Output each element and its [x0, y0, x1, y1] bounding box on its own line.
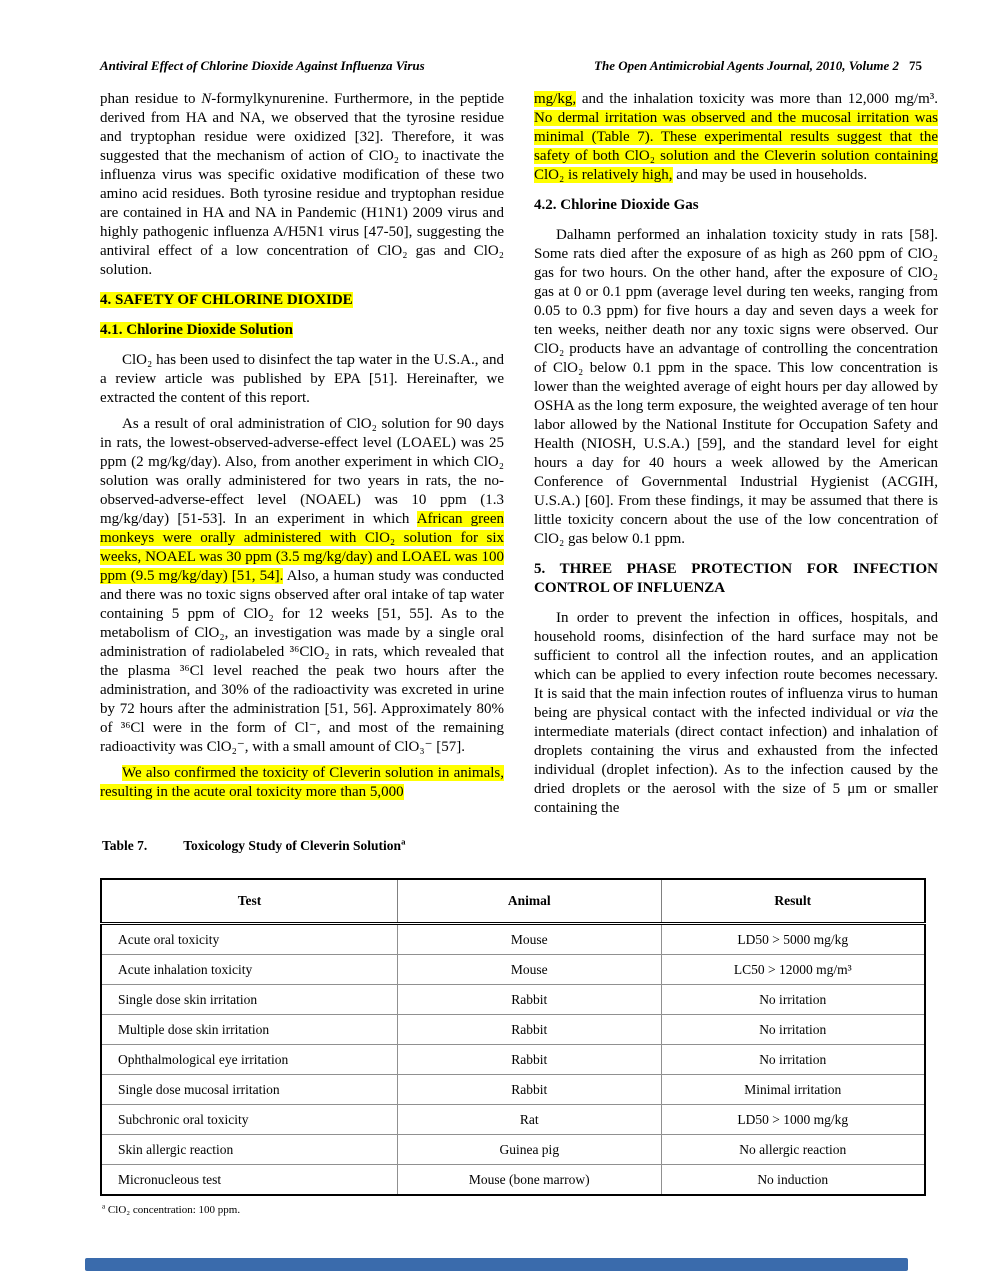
text-segment: 5. THREE PHASE PROTECTION FOR INFECTION CONTROL OF INFLUENZA [534, 561, 938, 596]
table-cell: Rabbit [398, 1045, 661, 1075]
table-caption [102, 838, 926, 854]
paragraph [100, 351, 504, 408]
section-heading [100, 321, 504, 340]
table-cell: Single dose skin irritation [101, 985, 398, 1015]
footnote-marker: a [102, 1202, 106, 1211]
table-cell: No irritation [661, 1015, 925, 1045]
right-column [534, 90, 938, 838]
highlighted-text: 4. SAFETY OF CHLORINE DIOXIDE [100, 292, 353, 308]
column-header: Result [661, 879, 925, 924]
column-header: Animal [398, 879, 661, 924]
text-segment: As a result of oral administration of ClO₂ solution for 90 days in rats, the lowest-observed-adverse-effect level (LOAEL) was 25 ppm (2 mg/kg/day). Also, from another experiment in which ClO₂ solution was orally administered for two years in rats, the no-observed-adverse-effect level (NOAEL) was 10 ppm (1.3 mg/kg/day) [51-53]. In an experiment in which [100, 416, 504, 527]
section-heading [100, 291, 504, 310]
table-cell: Multiple dose skin irritation [101, 1015, 398, 1045]
text-segment: and may be used in households. [672, 167, 868, 183]
table-cell: No irritation [661, 985, 925, 1015]
table-caption-footnote-marker: a [401, 836, 406, 847]
table-row [101, 1075, 925, 1105]
highlighted-text: No dermal irritation was observed and the mucosal irritation was minimal (Table 7). These experimental results suggest that the safety of both ClO₂ solution and the Cleverin solution containing ClO₂ is relatively high, [534, 110, 938, 183]
table-cell: Minimal irritation [661, 1075, 925, 1105]
table-row [101, 924, 925, 955]
text-segment: the intermediate materials (direct contact infection) and inhalation of droplets containing the virus and exhausted from the infected individual (droplet infection). As to the infection caused by the dried droplets or the aerosol with the size of 5 μm or smaller containing the [534, 705, 938, 816]
table-cell: LD50 > 5000 mg/kg [661, 924, 925, 955]
page-number: 75 [909, 58, 922, 73]
table-body [101, 924, 925, 1196]
table-cell: LC50 > 12000 mg/m³ [661, 955, 925, 985]
paragraph [100, 90, 504, 280]
table-cell: No induction [661, 1165, 925, 1196]
toxicology-table [100, 878, 926, 1196]
highlighted-text: African green monkeys were orally administered with ClO₂ solution for six weeks, NOAEL was 30 ppm (3.5 mg/kg/day) and LOAEL was 100 ppm (9.5 mg/kg/day) [51, 54]. [100, 511, 504, 584]
table-cell: Mouse (bone marrow) [398, 1165, 661, 1196]
table-caption-label: Table 7. [102, 838, 148, 853]
table-cell: Guinea pig [398, 1135, 661, 1165]
table-header-row [101, 879, 925, 924]
table-cell: Single dose mucosal irritation [101, 1075, 398, 1105]
text-segment: phan residue to [100, 91, 202, 107]
table-cell: Micronucleous test [101, 1165, 398, 1196]
table-cell: Acute inhalation toxicity [101, 955, 398, 985]
page-header [100, 58, 922, 74]
text-segment: and the inhalation toxicity was more than 12,000 mg/m³. [576, 91, 938, 107]
table-row [101, 1135, 925, 1165]
paragraph [534, 609, 938, 818]
highlighted-text: We also confirmed the toxicity of Cleverin solution in animals, resulting in the acute oral toxicity more than 5,000 [100, 765, 504, 800]
paragraph [100, 764, 504, 802]
text-segment: 4.2. Chlorine Dioxide Gas [534, 197, 699, 213]
section-heading [534, 196, 938, 215]
highlighted-text: 4.1. Chlorine Dioxide Solution [100, 322, 293, 338]
table-cell: Ophthalmological eye irritation [101, 1045, 398, 1075]
paragraph [534, 90, 938, 185]
table-row [101, 985, 925, 1015]
table-cell: LD50 > 1000 mg/kg [661, 1105, 925, 1135]
journal-title: The Open Antimicrobial Agents Journal, 2010, Volume 2 [594, 58, 899, 73]
column-header: Test [101, 879, 398, 924]
table-cell: Acute oral toxicity [101, 924, 398, 955]
text-segment: ClO₂ has been used to disinfect the tap water in the U.S.A., and a review article was published by EPA [51]. Hereinafter, we extracted the content of this report. [100, 352, 504, 406]
two-column-body [100, 90, 938, 838]
text-segment: Also, a human study was conducted and there was no toxic signs observed after oral intake of tap water containing 5 ppm of ClO₂ for 12 weeks [51, 55]. As to the metabolism of ClO₂, an investigation was made by a single oral administration of radiolabeled ³⁶ClO₂ in rats, which revealed that the plasma ³⁶Cl level reached the peak two hours after the administration, and 30% of the radioactivity was excreted in urine by 72 hours after the administration [51, 56]. Approximately 80% of ³⁶Cl were in the form of Cl⁻, and most of the remaining radioactivity was ClO₂⁻, with a small amount of ClO₃⁻ [57]. [100, 568, 505, 755]
footnote-text: ClO₂ concentration: 100 ppm. [105, 1204, 241, 1216]
table-footnote [102, 1204, 926, 1216]
text-segment: -formylkynurenine. Furthermore, in the peptide derived from HA and NA, we observed that the tyrosine residue and tryptophan residue were oxidized [32]. Therefore, it was suggested that the mechanism of action of ClO₂ to inactivate the influenza virus was specific oxidative modification of these two amino acid residues. Both tyrosine residue and tryptophan residue are contained in HA and NA in Pandemic (H1N1) 2009 virus and highly pathogenic influenza A/H5N1 virus [47-50], suggesting the antiviral effect of a low concentration of ClO₂ gas and ClO₂ solution. [100, 91, 504, 278]
table-cell: Rabbit [398, 985, 661, 1015]
table-row [101, 955, 925, 985]
paragraph [534, 226, 938, 549]
table-row [101, 1015, 925, 1045]
table-row [101, 1105, 925, 1135]
text-segment: N [201, 91, 212, 107]
left-column [100, 90, 504, 838]
table-cell: No irritation [661, 1045, 925, 1075]
table-cell: Rabbit [398, 1075, 661, 1105]
paragraph [100, 415, 504, 757]
table-cell: Rabbit [398, 1015, 661, 1045]
text-segment: via [895, 705, 915, 721]
table-cell: Mouse [398, 924, 661, 955]
text-segment: Dalhamn performed an inhalation toxicity study in rats [58]. Some rats died after the exposure of as high as 260 ppm of ClO₂ gas for two hours. On the other hand, after the exposure of ClO₂ gas at 0 or 0.1 ppm (average level during ten weeks, ranging from 0.05 to 0.3 ppm) for five hours a day and seven days a week for ten weeks, neither death nor any toxic signs were observed. Our ClO₂ products have an advantage of controlling the concentration of ClO₂ below 0.1 ppm in the space. This low concentration is lower than the weighted average of eight hours per day allowed by OSHA as the long term exposure, the weighted average of ten hour labor allowed by the National Institute for Occupation Safety and Health (NIOSH, U.S.A.) [59], and the standard level for eight hours a day for 40 hours a week allowed by the American Conference of Governmental Industrial Hygienist (ACGIH, U.S.A.) [60]. From these findings, it may be assumed that there is little toxicity concern about the use of the low concentration of ClO₂ gas below 0.1 ppm. [534, 227, 938, 547]
table-cell: Skin allergic reaction [101, 1135, 398, 1165]
table-cell: Mouse [398, 955, 661, 985]
table-caption-title: Toxicology Study of Cleverin Solution [183, 838, 402, 853]
section-heading [534, 560, 938, 598]
table-row [101, 1165, 925, 1196]
text-segment: In order to prevent the infection in offices, hospitals, and household rooms, disinfection of the hard surface may not be sufficient to control all the infection routes, and an application which can be applied to every infection route becomes necessary. It is said that the main infection routes of influenza virus to human being are physical contact with the infected individual or [534, 610, 938, 721]
table-row [101, 1045, 925, 1075]
horizontal-scrollbar-thumb[interactable] [85, 1258, 908, 1271]
highlighted-text: mg/kg, [534, 91, 577, 107]
journal-header [594, 58, 922, 74]
table-cell: No allergic reaction [661, 1135, 925, 1165]
running-title: Antiviral Effect of Chlorine Dioxide Against Influenza Virus [100, 58, 425, 73]
table-cell: Subchronic oral toxicity [101, 1105, 398, 1135]
table-section [100, 838, 926, 1216]
table-cell: Rat [398, 1105, 661, 1135]
